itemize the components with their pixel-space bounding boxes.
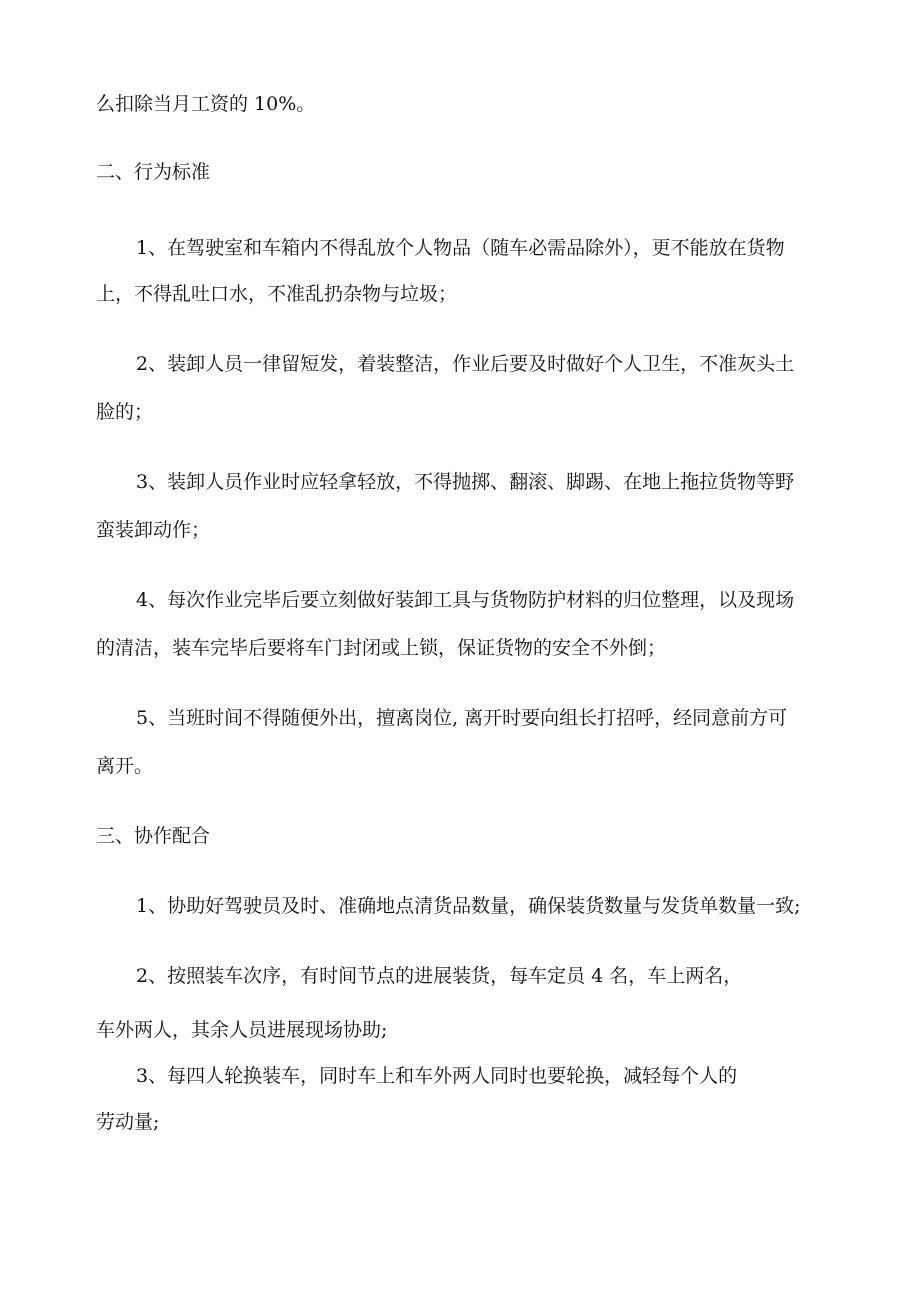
item-4-line-2: 的清洁，装车完毕后要将车门封闭或上锁，保证货物的安全不外倒； — [96, 637, 667, 659]
item-4-line-1: 4、每次作业完毕后要立刻做好装卸工具与货物防护材料的归位整理，以及现场 — [136, 589, 795, 611]
item-3-line-1: 3、装卸人员作业时应轻拿轻放，不得抛掷、翻滚、脚踢、在地上拖拉货物等野 — [136, 471, 795, 493]
item-1-line-1: 1、在驾驶室和车箱内不得乱放个人物品（随车必需品除外），更不能放在货物 — [136, 237, 785, 259]
item-3-line-2: 蛮装卸动作； — [96, 519, 211, 541]
item-1-line-2: 上，不得乱吐口水，不准乱扔杂物与垃圾； — [96, 283, 458, 305]
coop-item-3-line-1: 3、每四人轮换装车，同时车上和车外两人同时也要轮换，减轻每个人的 — [136, 1065, 738, 1087]
section-heading-behavior-standards: 二、行为标准 — [96, 161, 211, 183]
coop-item-2-line-1: 2、按照装车次序，有时间节点的进展装货，每车定员 4 名，车上两名， — [136, 965, 743, 987]
coop-item-3-line-2: 劳动量; — [96, 1111, 160, 1133]
coop-item-1: 1、协助好驾驶员及时、准确地点清货品数量，确保装货数量与发货单数量一致; — [136, 895, 801, 917]
item-5-line-2: 离开。 — [96, 755, 154, 777]
item-2-line-1: 2、装卸人员一律留短发，着装整洁，作业后要及时做好个人卫生，不准灰头土 — [136, 353, 795, 375]
item-2-line-2: 脸的； — [96, 401, 154, 423]
item-5-line-1: 5、当班时间不得随便外出，擅离岗位, 离开时要向组长打招呼，经同意前方可 — [136, 707, 788, 729]
text-line-salary-deduction: 么扣除当月工资的 10%。 — [96, 93, 316, 115]
coop-item-2-line-2: 车外两人，其余人员进展现场协助; — [96, 1019, 388, 1041]
section-heading-cooperation: 三、协作配合 — [96, 825, 211, 847]
